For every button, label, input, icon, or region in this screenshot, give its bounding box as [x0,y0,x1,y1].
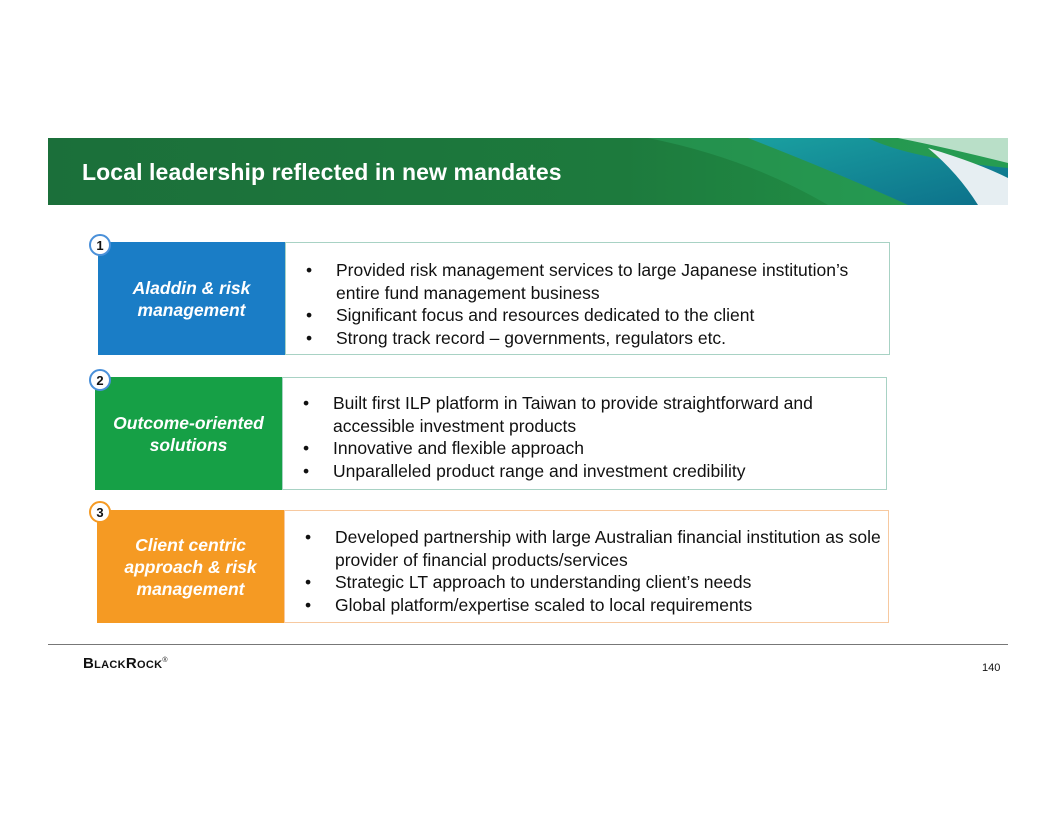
list-item: • Strong track record – governments, regulators etc. [306,327,727,348]
row-1-number-badge: 1 [89,234,111,256]
list-item: • Global platform/expertise scaled to local requirements [305,594,753,615]
row-2-bullets [303,392,868,482]
bullet-icon: • [306,260,313,280]
logo-text: BlackRock [83,655,163,672]
bullet-icon: • [303,460,310,481]
mandate-row-2 [95,377,887,490]
row-3-label-box [97,510,284,623]
row-3-bullets [305,526,885,616]
footer-divider [48,644,1008,645]
page-title: Local leadership reflected in new mandates [82,159,562,185]
title-banner [48,138,1008,205]
mandate-row-1 [98,242,890,355]
mandate-row-3 [97,510,889,623]
bullet-icon: • [306,327,313,348]
list-item: • Strategic LT approach to understanding client’s needs [305,572,752,592]
row-2-number-badge: 2 [89,369,111,391]
page-number: 140 [982,662,1001,674]
row-2-label-box [95,377,282,490]
list-item: • Significant focus and resources dedicated to the client [306,305,755,325]
row-3-label: Client centric approach & risk management [124,534,257,599]
row-3-detail-box [284,510,889,623]
row-1-bullets [306,259,866,349]
bullet-icon: • [305,594,312,615]
blackrock-logo [83,655,168,672]
row-3-number-badge: 3 [89,501,111,523]
bullet-icon: • [303,393,310,413]
list-item: • Unparalleled product range and investment credibility [303,460,746,481]
list-item: • Innovative and flexible approach [303,438,585,458]
row-2-detail-box [282,377,887,490]
row-1-label-box [98,242,285,355]
bullet-icon: • [305,572,312,592]
bullet-icon: • [303,438,310,458]
bullet-icon: • [305,527,312,547]
row-1-detail-box [285,242,890,355]
row-1-label: Aladdin & risk management [132,277,251,320]
bullet-icon: • [306,305,313,325]
logo-registered-mark: ® [162,657,168,664]
list-item: • Built first ILP platform in Taiwan to provide straightforward and accessible investment products [303,393,813,436]
list-item: • Developed partnership with large Australian financial institution as sole provider of financial products/services [305,527,881,570]
list-item: • Provided risk management services to large Japanese institution’s entire fund management business [306,260,849,303]
row-2-label: Outcome-oriented solutions [113,412,264,455]
